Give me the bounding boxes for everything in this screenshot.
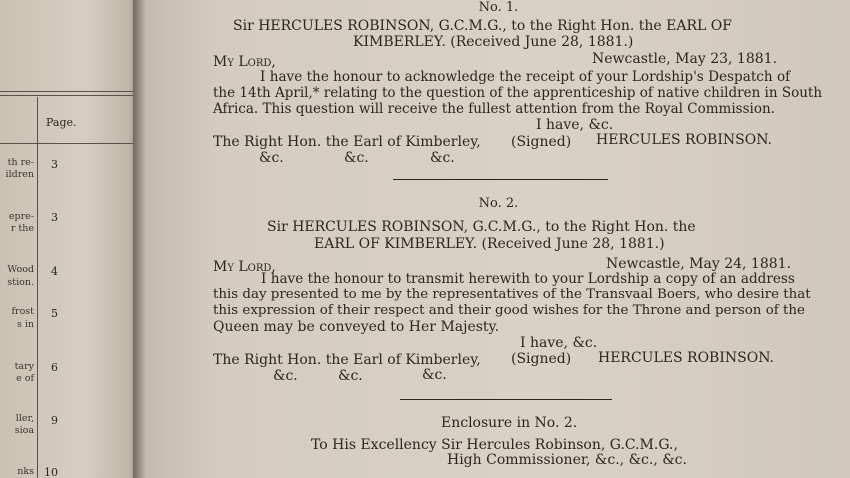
doc2-signed: (Signed) — [511, 351, 572, 367]
enclosure-address-line2: High Commissioner, &c., &c., &c. — [447, 452, 687, 468]
page-number: 9 — [51, 414, 58, 427]
doc2-body-line2: this day presented to me by the representatives of the Transvaal Boers, who desire that — [213, 287, 811, 302]
table-column-divider — [37, 97, 38, 478]
doc1-salutation: My Lord, — [213, 54, 276, 70]
doc2-etc: &c. — [422, 367, 447, 383]
doc1-place-date: Newcastle, May 23, 1881. — [592, 51, 778, 67]
page-number: 4 — [51, 265, 58, 278]
doc1-body-line1: I have the honour to acknowledge the receipt of your Lordship's Despatch of — [260, 69, 791, 85]
left-fragment: epre- — [8, 211, 34, 222]
page-column-header: Page. — [46, 116, 77, 129]
page-number: 6 — [51, 361, 58, 374]
left-fragment: Wood — [7, 264, 34, 275]
left-fragment: sioa — [14, 425, 34, 436]
doc2-etc: &c. — [338, 368, 363, 384]
doc2-etc: &c. — [273, 368, 298, 384]
doc1-etc: &c. — [259, 150, 284, 166]
doc2-heading-line2: EARL OF KIMBERLEY. (Received June 28, 1881.) — [314, 236, 665, 252]
doc1-signed: (Signed) — [511, 134, 572, 150]
doc2-body-line1: I have the honour to transmit herewith to your Lordship a copy of an address — [261, 271, 795, 287]
page-number: 10 — [44, 466, 58, 478]
left-fragment: r the — [10, 223, 34, 234]
doc2-number: No. 2. — [478, 196, 519, 211]
table-top-rule — [0, 91, 138, 92]
doc1-number: No. 1. — [478, 0, 519, 15]
doc1-addressee: The Right Hon. the Earl of Kimberley, — [213, 134, 481, 150]
left-fragment: stion. — [7, 277, 34, 288]
enclosure-title: Enclosure in No. 2. — [441, 415, 578, 431]
doc2-body-line4: Queen may be conveyed to Her Majesty. — [213, 319, 500, 335]
doc1-etc: &c. — [344, 150, 369, 166]
left-fragment: e of — [16, 373, 34, 384]
doc2-body-line3: this expression of their respect and their good wishes for the Throne and person of the — [213, 303, 805, 318]
doc1-etc: &c. — [430, 150, 455, 166]
table-top-rule-double — [0, 95, 138, 96]
section-divider — [393, 179, 608, 180]
doc1-closing: I have, &c. — [536, 117, 614, 133]
enclosure-address-line1: To His Excellency Sir Hercules Robinson, G.C.M.G., — [311, 437, 678, 453]
doc2-signer: HERCULES ROBINSON. — [598, 350, 774, 366]
doc2-closing: I have, &c. — [520, 335, 598, 351]
doc1-body-line3: Africa. This question will receive the fullest attention from the Royal Commission. — [213, 101, 775, 117]
doc1-heading-line1: Sir HERCULES ROBINSON, G.C.M.G., to the Right Hon. the EARL OF — [233, 18, 732, 34]
page-number: 5 — [51, 307, 58, 320]
left-fragment: th re- — [7, 157, 34, 168]
left-fragment: ildren — [5, 169, 34, 180]
left-fragment: tary — [14, 361, 34, 372]
left-fragment: nks — [17, 466, 34, 477]
table-header-rule — [0, 143, 138, 144]
doc1-heading-line2: KIMBERLEY. (Received June 28, 1881.) — [353, 34, 634, 50]
doc2-place-date: Newcastle, May 24, 1881. — [606, 256, 792, 272]
page-number: 3 — [51, 211, 58, 224]
doc1-body-line2: the 14th April,* relating to the question of the apprenticeship of native children in South — [213, 85, 823, 101]
right-page — [147, 0, 850, 478]
book-gutter — [133, 0, 147, 478]
doc2-salutation: My Lord, — [213, 259, 276, 275]
page-number: 3 — [51, 158, 58, 171]
left-fragment: frost — [11, 306, 34, 317]
section-divider — [400, 399, 612, 400]
left-fragment: ller, — [15, 413, 34, 424]
doc2-heading-line1: Sir HERCULES ROBINSON, G.C.M.G., to the Right Hon. the — [267, 219, 696, 235]
left-fragment: s in — [16, 319, 34, 330]
left-page — [0, 0, 140, 478]
doc2-addressee: The Right Hon. the Earl of Kimberley, — [213, 352, 481, 368]
doc1-signer: HERCULES ROBINSON. — [596, 132, 772, 148]
